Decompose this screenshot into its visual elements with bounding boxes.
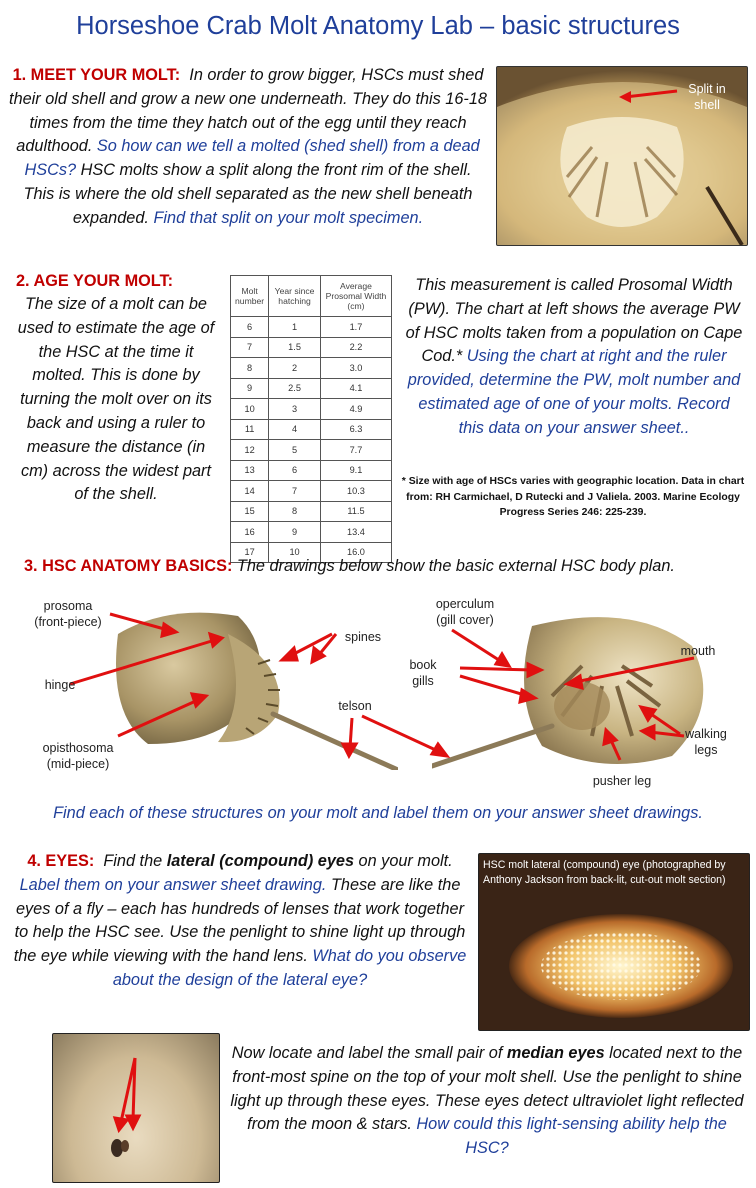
section1-text: In order to grow bigger, HSCs must shed their old shell and grow a new one underneath. They do this 16-18 times from the time they hatch out of the egg until they reach adulthood. xyxy=(9,66,487,156)
table-cell: 10 xyxy=(231,399,269,420)
table-row xyxy=(231,337,392,358)
table-cell: 10 xyxy=(269,542,321,563)
median-eyes-photo xyxy=(52,1033,220,1183)
label-walking-legs xyxy=(674,726,738,758)
table-cell: 16.0 xyxy=(320,542,391,563)
section4-text-d: Now locate and label the small pair of xyxy=(231,1044,503,1062)
split-in-shell-label: Split in shell xyxy=(688,82,726,112)
table-row xyxy=(231,419,392,440)
prosoma-sub-label: (front-piece) xyxy=(34,615,102,629)
opisthosoma-sub-label: (mid-piece) xyxy=(46,757,110,771)
label-opisthosoma xyxy=(28,740,128,772)
spines-label: spines xyxy=(344,630,382,644)
data-footnote: * Size with age of HSCs varies with geographic location. Data in chart from: RH Carmichael, D Rutecki and J Valiela. 2003. Marine Ecology Progress Series 246: 225-239. xyxy=(401,476,745,518)
table-cell: 14 xyxy=(231,481,269,502)
table-cell: 1.7 xyxy=(320,317,391,338)
section4-question-b: How could this light-sensing ability help the HSC? xyxy=(416,1115,727,1158)
section4-question-a: What do you observe about the design of the lateral eye? xyxy=(112,947,467,989)
label-prosoma xyxy=(18,598,118,630)
table-cell: 3.0 xyxy=(320,358,391,379)
section4-text-a: Find the xyxy=(103,852,163,870)
table-cell: 12 xyxy=(231,440,269,461)
table-row xyxy=(231,378,392,399)
section4-task-a: Label them on your answer sheet drawing. xyxy=(19,875,327,894)
section2-text: The size of a molt can be used to estimate the age of the HSC at the time it molted. This is done by turning the molt over on its back and using a ruler to measure the distance (in cm) across the widest part of the shell. xyxy=(17,295,215,504)
section1-text2: HSC molts show a split along the front rim of the shell. This is where the old shell separated as the new shell beneath expanded. xyxy=(23,161,473,227)
eye-photo-caption: HSC molt lateral (compound) eye (photographed by Anthony Jackson from back-lit, cut-out molt section) xyxy=(483,859,726,886)
mouth-label: mouth xyxy=(680,644,716,658)
section1-question: So how can we tell a molted (shed shell) from a dead HSCs? xyxy=(24,137,480,180)
section4-text-e: located next to the front-most spine on the top of your molt shell. Use the penlight to shine light up through these eyes. These eyes detect ultraviolet light reflected from the moon & stars. xyxy=(230,1044,744,1134)
section2-heading: 2. AGE YOUR MOLT: xyxy=(16,272,174,290)
section-age-your-molt xyxy=(16,272,216,507)
lateral-eyes-term: lateral (compound) eyes xyxy=(166,852,355,870)
section4-text-c: These are like the eyes of a fly – each has hundreds of lenses that work together to help the HSC see. Use the penlight to shine light up through the eye while viewing with the hand lens. xyxy=(13,875,466,966)
table-cell: 7.7 xyxy=(320,440,391,461)
operculum-label: operculum xyxy=(435,597,495,611)
table-header-row xyxy=(231,276,392,317)
operculum-sub-label: (gill cover) xyxy=(436,613,494,627)
table-row xyxy=(231,317,392,338)
table-cell: 10.3 xyxy=(320,481,391,502)
section3-heading: 3. HSC ANATOMY BASICS: xyxy=(24,557,233,575)
table-row xyxy=(231,399,392,420)
table-cell: 5 xyxy=(269,440,321,461)
table-row xyxy=(231,522,392,543)
table-cell: 1.5 xyxy=(269,337,321,358)
label-book-gills xyxy=(400,657,446,689)
legs-label: legs xyxy=(694,743,718,757)
prosoma-label: prosoma xyxy=(43,599,93,613)
section-eyes xyxy=(12,850,468,993)
table-header: Average Prosomal Width (cm) xyxy=(320,276,391,317)
section1-task: Find that split on your molt specimen. xyxy=(153,208,424,227)
table-cell: 15 xyxy=(231,501,269,522)
section-anatomy-basics xyxy=(24,557,754,576)
table-cell: 11 xyxy=(231,419,269,440)
table-cell: 16 xyxy=(231,522,269,543)
table-cell: 6 xyxy=(231,317,269,338)
section2-task: Using the chart at right and the ruler provided, determine the PW, molt number and estimated age of one of your molts. Record this data on your answer sheet.. xyxy=(407,347,741,437)
section4-text-b: on your molt. xyxy=(358,852,453,870)
section3-find-text: Find each of these structures on your molt and label them on your answer sheet drawings. xyxy=(53,804,703,822)
gills-label: gills xyxy=(412,674,434,688)
table-row xyxy=(231,460,392,481)
label-operculum xyxy=(420,596,510,628)
median-eyes-text xyxy=(226,1042,748,1161)
table-cell: 7 xyxy=(269,481,321,502)
hinge-label: hinge xyxy=(44,678,76,692)
molt-age-table xyxy=(230,275,392,563)
prosomal-width-text: This measurement is called Prosomal Width (PW). The chart at left shows the average PW of HSC molts taken from a population on Cape Cod.* xyxy=(405,276,743,366)
section3-text: The drawings below show the basic external HSC body plan. xyxy=(236,557,675,575)
book-label: book xyxy=(409,658,437,672)
table-header: Year since hatching xyxy=(269,276,321,317)
table-cell: 9.1 xyxy=(320,460,391,481)
page-title: Horseshoe Crab Molt Anatomy Lab – basic structures xyxy=(76,12,680,40)
pusher-leg-label: pusher leg xyxy=(592,774,652,788)
table-cell: 11.5 xyxy=(320,501,391,522)
table-cell: 2 xyxy=(269,358,321,379)
table-row xyxy=(231,481,392,502)
table-cell: 4 xyxy=(269,419,321,440)
table-cell: 2.2 xyxy=(320,337,391,358)
table-cell: 8 xyxy=(231,358,269,379)
molt-photo-split xyxy=(496,66,748,246)
walking-label: walking xyxy=(685,727,727,741)
table-cell: 7 xyxy=(231,337,269,358)
table-row xyxy=(231,501,392,522)
table-cell: 8 xyxy=(269,501,321,522)
lateral-eye-photo xyxy=(478,853,750,1031)
table-cell: 13.4 xyxy=(320,522,391,543)
table-header: Molt number xyxy=(231,276,269,317)
table-cell: 9 xyxy=(269,522,321,543)
section4-heading: 4. EYES: xyxy=(27,852,95,870)
table-cell: 3 xyxy=(269,399,321,420)
table-cell: 6 xyxy=(269,460,321,481)
table-cell: 17 xyxy=(231,542,269,563)
table-row xyxy=(231,440,392,461)
table-cell: 4.1 xyxy=(320,378,391,399)
opisthosoma-label: opisthosoma xyxy=(42,741,114,755)
telson-label: telson xyxy=(338,699,372,713)
section1-heading: 1. MEET YOUR MOLT: xyxy=(12,66,181,84)
table-cell: 13 xyxy=(231,460,269,481)
section-meet-your-molt xyxy=(8,64,488,231)
table-cell: 2.5 xyxy=(269,378,321,399)
table-cell: 4.9 xyxy=(320,399,391,420)
table-cell: 6.3 xyxy=(320,419,391,440)
table-cell: 1 xyxy=(269,317,321,338)
table-cell: 9 xyxy=(231,378,269,399)
table-row xyxy=(231,358,392,379)
section2-right-text xyxy=(404,274,744,441)
median-eyes-term: median eyes xyxy=(506,1044,605,1062)
